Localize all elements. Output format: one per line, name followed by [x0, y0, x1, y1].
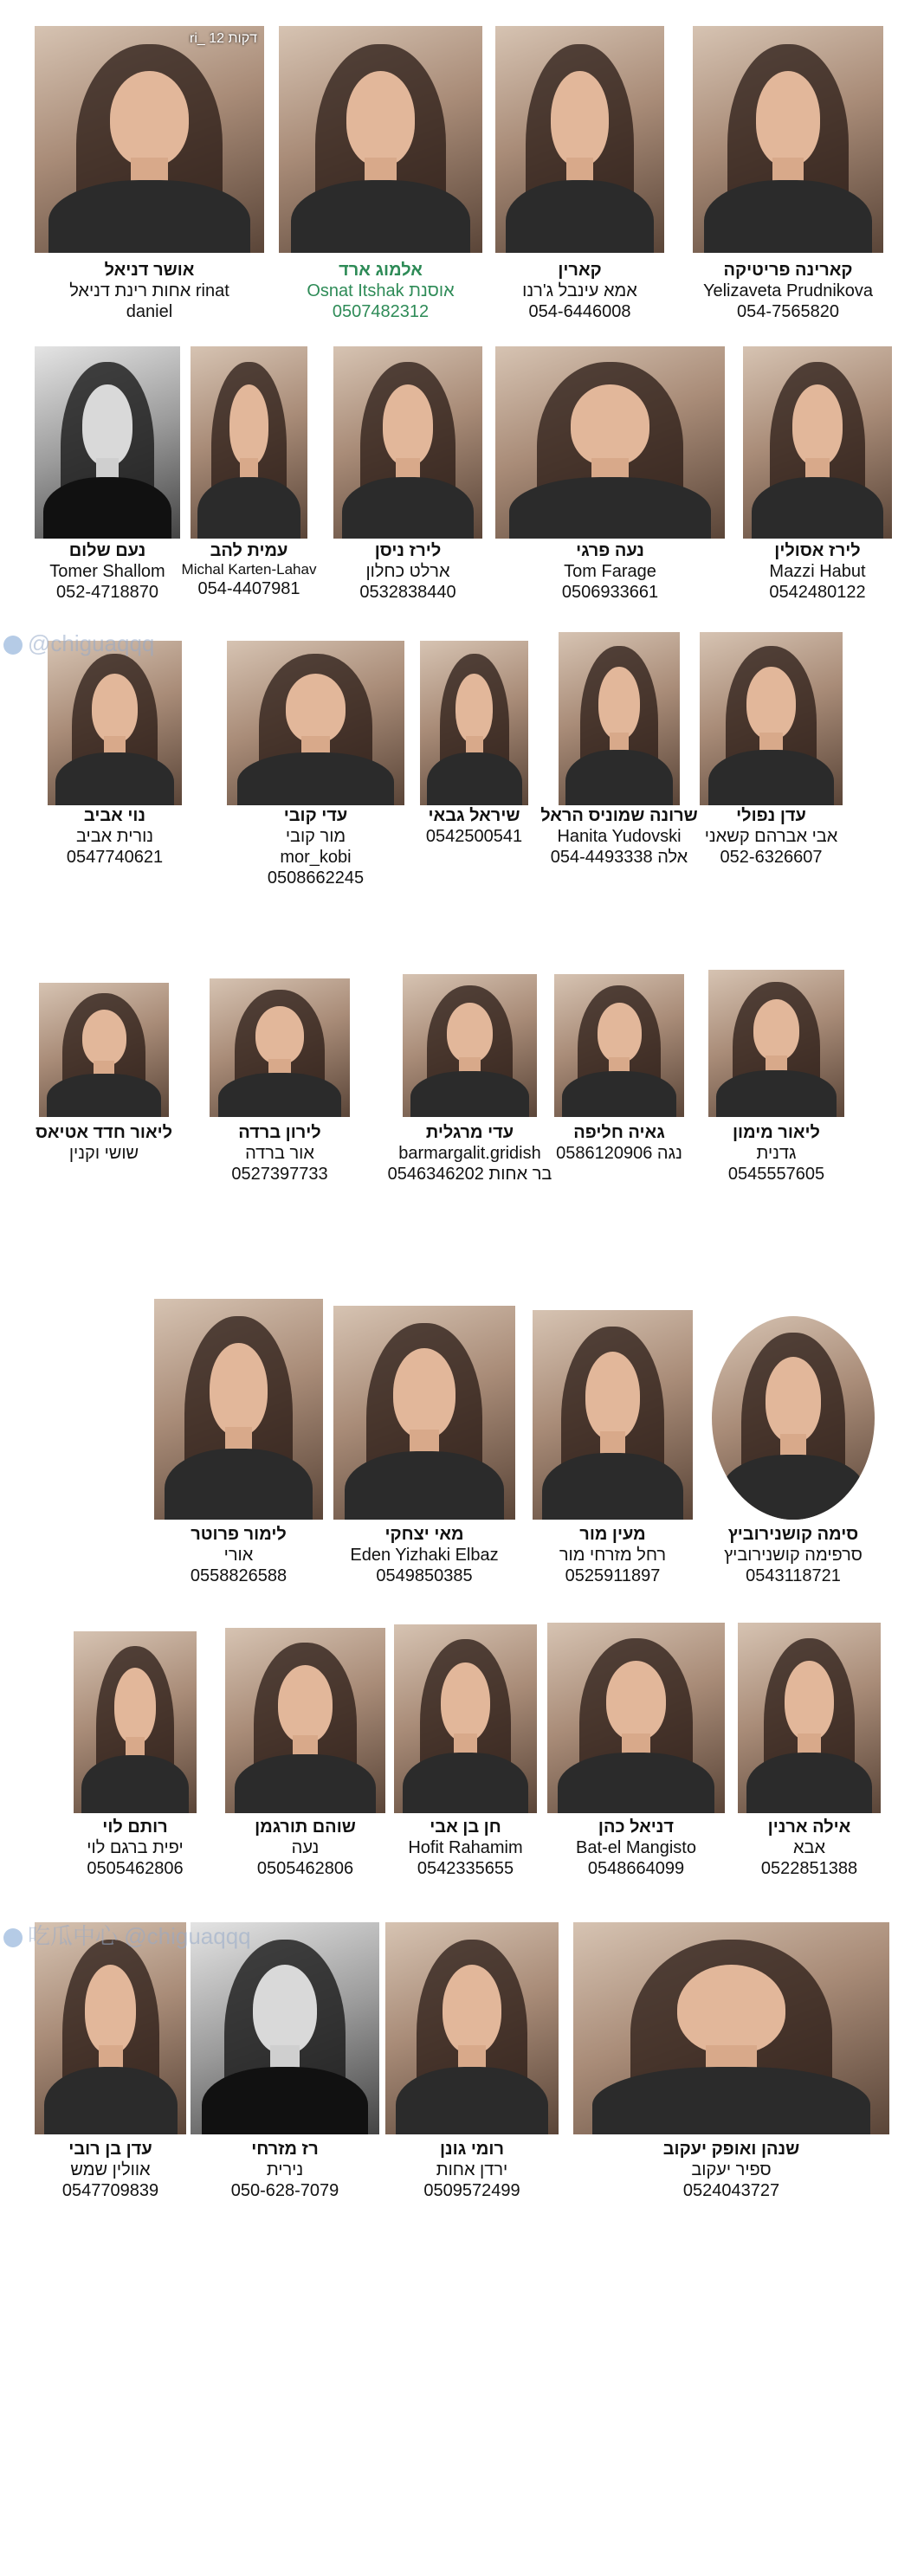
person-caption	[712, 1817, 907, 1879]
person-photo	[225, 1628, 385, 1813]
contact-info: אורי	[223, 1546, 254, 1565]
contact-info: גדנית	[756, 1144, 797, 1163]
person-photo	[39, 983, 169, 1117]
photo-shoulders	[197, 477, 300, 539]
photo-face	[551, 71, 608, 166]
photo-face	[792, 384, 843, 465]
person-photo	[35, 1922, 186, 2134]
photo-face	[598, 667, 640, 739]
contact-info: Tomer Shallom	[49, 562, 165, 581]
photo-shoulders	[202, 2067, 368, 2134]
person-caption	[13, 1122, 195, 1164]
contact-info: ירדן אחות	[436, 2160, 508, 2179]
photo-face	[85, 1965, 137, 2054]
contact-phone: 0547709839	[61, 2181, 159, 2200]
contact-info: מור קובי	[285, 827, 346, 846]
person-name: עדי קובי	[283, 806, 348, 825]
photo-face	[746, 667, 795, 739]
contact-phone: 050-628-7079	[230, 2181, 339, 2200]
photo-shoulders	[558, 1753, 714, 1813]
person-caption	[469, 260, 690, 322]
person-photo	[191, 346, 307, 539]
person-caption	[682, 1122, 870, 1185]
contact-phone: שושי וקנין	[68, 1144, 139, 1163]
person-name: מעין מור	[579, 1525, 646, 1544]
photo-face	[92, 674, 138, 743]
contact-phone: 0507482312	[332, 302, 430, 321]
photo-face	[443, 1965, 501, 2054]
photo-face	[253, 1965, 317, 2054]
photo-shoulders	[165, 1449, 313, 1520]
contact-info: Mazzi Habut	[769, 562, 866, 581]
contact-phone: 0542335655	[417, 1859, 514, 1878]
photo-face	[110, 71, 188, 166]
contact-phone: 0525911897	[565, 1566, 661, 1585]
contact-info: יפית ברגם לוי	[87, 1838, 184, 1857]
contact-info: נעה	[291, 1838, 320, 1857]
photo-shoulders	[542, 1453, 683, 1520]
person-name: קארינה פריטיקה	[723, 261, 853, 280]
photo-face	[606, 1661, 667, 1740]
photo-shoulders	[721, 1455, 864, 1520]
contact-info: Michal Karten-Lahav	[181, 561, 317, 578]
person-name: אילה ארנין	[767, 1817, 851, 1837]
person-name: רז מזרחי	[251, 2140, 319, 2159]
photo-face	[278, 1665, 333, 1743]
person-name: חן בן אבי	[430, 1817, 501, 1837]
photo-face	[753, 999, 799, 1061]
person-name: לירז ניסן	[374, 541, 442, 560]
person-photo	[333, 1306, 515, 1520]
telegram-icon	[3, 1928, 23, 1947]
person-name: סימה קושנירוביץ	[727, 1525, 859, 1544]
contact-phone: 0522851388	[760, 1859, 858, 1878]
contact-info: ספיר יעקוב	[691, 2160, 772, 2179]
contact-info: Bat-el Mangisto	[576, 1838, 696, 1857]
contact-phone: 0508662245	[267, 868, 365, 888]
person-photo	[700, 632, 843, 805]
person-photo	[547, 1623, 725, 1813]
photo-face	[598, 1003, 642, 1062]
contact-phone: 0527397733	[231, 1165, 328, 1184]
person-caption	[717, 540, 911, 603]
contact-info: Osnat Itshak אוסנת	[307, 281, 455, 300]
person-name: גאיה חליפה	[573, 1123, 665, 1142]
person-name: עדי מרגלית	[425, 1123, 514, 1142]
person-name: נעם שלום	[68, 541, 146, 560]
photo-shoulders	[565, 750, 672, 805]
contact-phone: 052-6326607	[720, 848, 823, 867]
person-photo	[495, 26, 664, 253]
person-photo	[738, 1623, 881, 1813]
contact-phone: 0558826588	[190, 1566, 288, 1585]
photo-shoulders	[592, 2067, 870, 2134]
photo-face	[441, 1662, 489, 1742]
photo-shoulders	[403, 1753, 528, 1813]
person-name: ליאור מימון	[733, 1123, 820, 1142]
contact-phone: 052-4718870	[56, 583, 158, 602]
photo-shoulders	[716, 1070, 836, 1117]
person-photo	[495, 346, 725, 539]
photo-shoulders	[704, 180, 872, 253]
photo-shoulders	[410, 1071, 528, 1117]
person-photo	[191, 1922, 379, 2134]
person-photo	[712, 1316, 875, 1520]
photo-shoulders	[746, 1753, 872, 1813]
photo-shoulders	[218, 1073, 342, 1117]
person-photo	[35, 346, 180, 539]
contact-phone: 054-6446008	[528, 302, 631, 321]
photo-shoulders	[562, 1071, 676, 1117]
person-photo	[74, 1631, 197, 1813]
photo-shoulders	[291, 180, 470, 253]
photo-shoulders	[396, 2067, 548, 2134]
photo-face	[677, 1965, 785, 2054]
story-timestamp: ri_ 12 דקות	[190, 31, 257, 46]
person-caption	[48, 1817, 223, 1879]
photo-face	[785, 1661, 833, 1740]
contact-info: Hanita Yudovski	[557, 827, 682, 846]
person-caption	[22, 805, 208, 868]
person-photo	[154, 1299, 323, 1520]
person-name: ליאור חדד אטיאס	[35, 1123, 173, 1142]
person-name: אלמוג ארד	[339, 261, 423, 280]
contact-phone: אלה 054-4493338	[550, 848, 688, 867]
person-caption	[9, 260, 290, 322]
photo-shoulders	[43, 477, 171, 539]
person-photo	[559, 632, 680, 805]
person-name: שנהן ואופק יעקוב	[662, 2140, 800, 2159]
photo-shoulders	[345, 1451, 505, 1520]
photo-face	[447, 1003, 493, 1062]
contact-info: נירית	[266, 2160, 304, 2179]
person-name: עדן נפולי	[736, 806, 806, 825]
photo-face	[82, 384, 132, 465]
photo-shoulders	[427, 752, 522, 805]
contact-phone: 0532838440	[359, 583, 456, 602]
person-caption	[547, 2139, 911, 2201]
photo-shoulders	[44, 2067, 178, 2134]
person-photo	[420, 641, 528, 805]
person-name: רומי גונן	[440, 2140, 504, 2159]
contact-phone: 0548664099	[587, 1859, 685, 1878]
person-caption	[667, 260, 909, 322]
contact-phone: 0542480122	[769, 583, 866, 602]
person-photo	[554, 974, 684, 1117]
photo-shoulders	[342, 477, 473, 539]
contact-info: אוולין שמש	[70, 2160, 151, 2179]
photo-face	[585, 1352, 640, 1440]
person-name: לירון ברדה	[238, 1123, 321, 1142]
photo-face	[756, 71, 821, 166]
contact-info: אמא עינבל ג'רנו	[522, 281, 637, 300]
person-photo	[708, 970, 844, 1117]
contact-info: אחות רינת דניאל rinat	[69, 281, 229, 300]
photo-face	[346, 71, 416, 166]
contact-phone: 054-7565820	[737, 302, 839, 321]
photo-face	[766, 1357, 821, 1443]
contact-phone: 0505462806	[87, 1859, 184, 1878]
contact-info: אבי אברהם קשאני	[704, 827, 838, 846]
photo-face	[210, 1343, 267, 1436]
photo-shoulders	[237, 752, 393, 805]
person-name: עמית להב	[210, 541, 288, 560]
person-name: שוהם תורגמן	[255, 1817, 356, 1837]
photo-face	[286, 674, 346, 743]
photo-face	[393, 1348, 455, 1438]
contact-info: Hofit Rahamim	[408, 1838, 523, 1857]
contact-phone: 0547740621	[66, 848, 164, 867]
photo-face	[255, 1006, 303, 1064]
person-name: שרונה שמוניס הראל	[540, 806, 698, 825]
photo-shoulders	[509, 477, 711, 539]
contact-info: Eden Yizhaki Elbaz	[350, 1546, 499, 1565]
contact-phone: 0509572499	[423, 2181, 520, 2200]
photo-shoulders	[708, 750, 834, 805]
contact-info: נורית אביב	[75, 827, 154, 846]
person-photo	[227, 641, 404, 805]
person-name: נוי אביב	[83, 806, 146, 825]
photo-shoulders	[48, 180, 250, 253]
person-photo	[48, 641, 182, 805]
contact-phone: 0549850385	[376, 1566, 473, 1585]
telegram-icon	[3, 636, 23, 655]
contact-info: ארלט כחלון	[365, 562, 450, 581]
person-photo	[394, 1624, 537, 1813]
contact-phone: 0524043727	[682, 2181, 780, 2200]
contact-phone: daniel	[126, 302, 173, 321]
contact-phone: 0543118721	[746, 1566, 841, 1585]
photo-shoulders	[47, 1074, 161, 1117]
person-caption	[674, 805, 869, 868]
person-photo	[533, 1310, 693, 1520]
person-name: עדן בן רובי	[68, 2140, 152, 2159]
contact-phone: 0545557605	[727, 1165, 825, 1184]
person-caption	[469, 540, 751, 603]
person-name: מאי יצחקי	[384, 1525, 464, 1544]
photo-shoulders	[235, 1754, 376, 1813]
watermark-bottom: 吃瓜中心 @chiguaqqq	[3, 1919, 251, 1951]
person-name: אושר דניאל	[104, 261, 195, 280]
person-photo	[210, 978, 350, 1117]
person-photo	[35, 26, 264, 253]
person-photo	[573, 1922, 889, 2134]
photo-shoulders	[55, 752, 173, 805]
contact-phone: בר אחות 0546346202	[387, 1165, 552, 1184]
person-caption	[184, 1122, 376, 1185]
person-name: דניאל כהן	[598, 1817, 675, 1837]
contact-phone: 0505462806	[256, 1859, 354, 1878]
photo-shoulders	[81, 1755, 190, 1813]
contact-phone: 0542500541	[425, 827, 523, 846]
person-photo	[385, 1922, 559, 2134]
contact-info: אבא	[792, 1838, 826, 1857]
contact-info: barmargalit.gridish	[398, 1144, 541, 1163]
person-name: נעה פרגי	[576, 541, 644, 560]
person-name: רותם לוי	[102, 1817, 168, 1837]
watermark-top: @chiguaqqq	[3, 630, 154, 657]
person-name: שיראל גבאי	[428, 806, 520, 825]
person-name: קארין	[558, 261, 602, 280]
person-name: לירז אסולין	[774, 541, 861, 560]
photo-face	[571, 384, 649, 465]
person-photo	[693, 26, 883, 253]
person-caption	[686, 1524, 901, 1586]
person-name: לימור פרוטר	[191, 1525, 287, 1544]
photo-face	[456, 674, 493, 743]
photo-shoulders	[506, 180, 655, 253]
person-photo	[333, 346, 482, 539]
contact-info: Tom Farage	[564, 562, 656, 581]
person-photo	[279, 26, 482, 253]
contact-info: mor_kobi	[280, 848, 352, 867]
contact-info: סרפימה קושנירוביץ	[724, 1546, 863, 1565]
photo-face	[383, 384, 433, 465]
contact-info: אור ברדה	[245, 1144, 314, 1163]
contact-phone: 054-4407981	[197, 579, 300, 599]
photo-face	[114, 1668, 156, 1744]
photo-face	[82, 1010, 126, 1066]
contact-phone: נגה 0586120906	[556, 1144, 682, 1163]
contact-info: Yelizaveta Prudnikova	[702, 281, 874, 300]
contact-info: רחל מזרחי מור	[559, 1546, 667, 1565]
photo-shoulders	[752, 477, 882, 539]
contact-phone: 0506933661	[561, 583, 659, 602]
person-caption	[394, 805, 554, 847]
person-photo	[743, 346, 892, 539]
photo-face	[229, 384, 269, 465]
person-photo	[403, 974, 537, 1117]
